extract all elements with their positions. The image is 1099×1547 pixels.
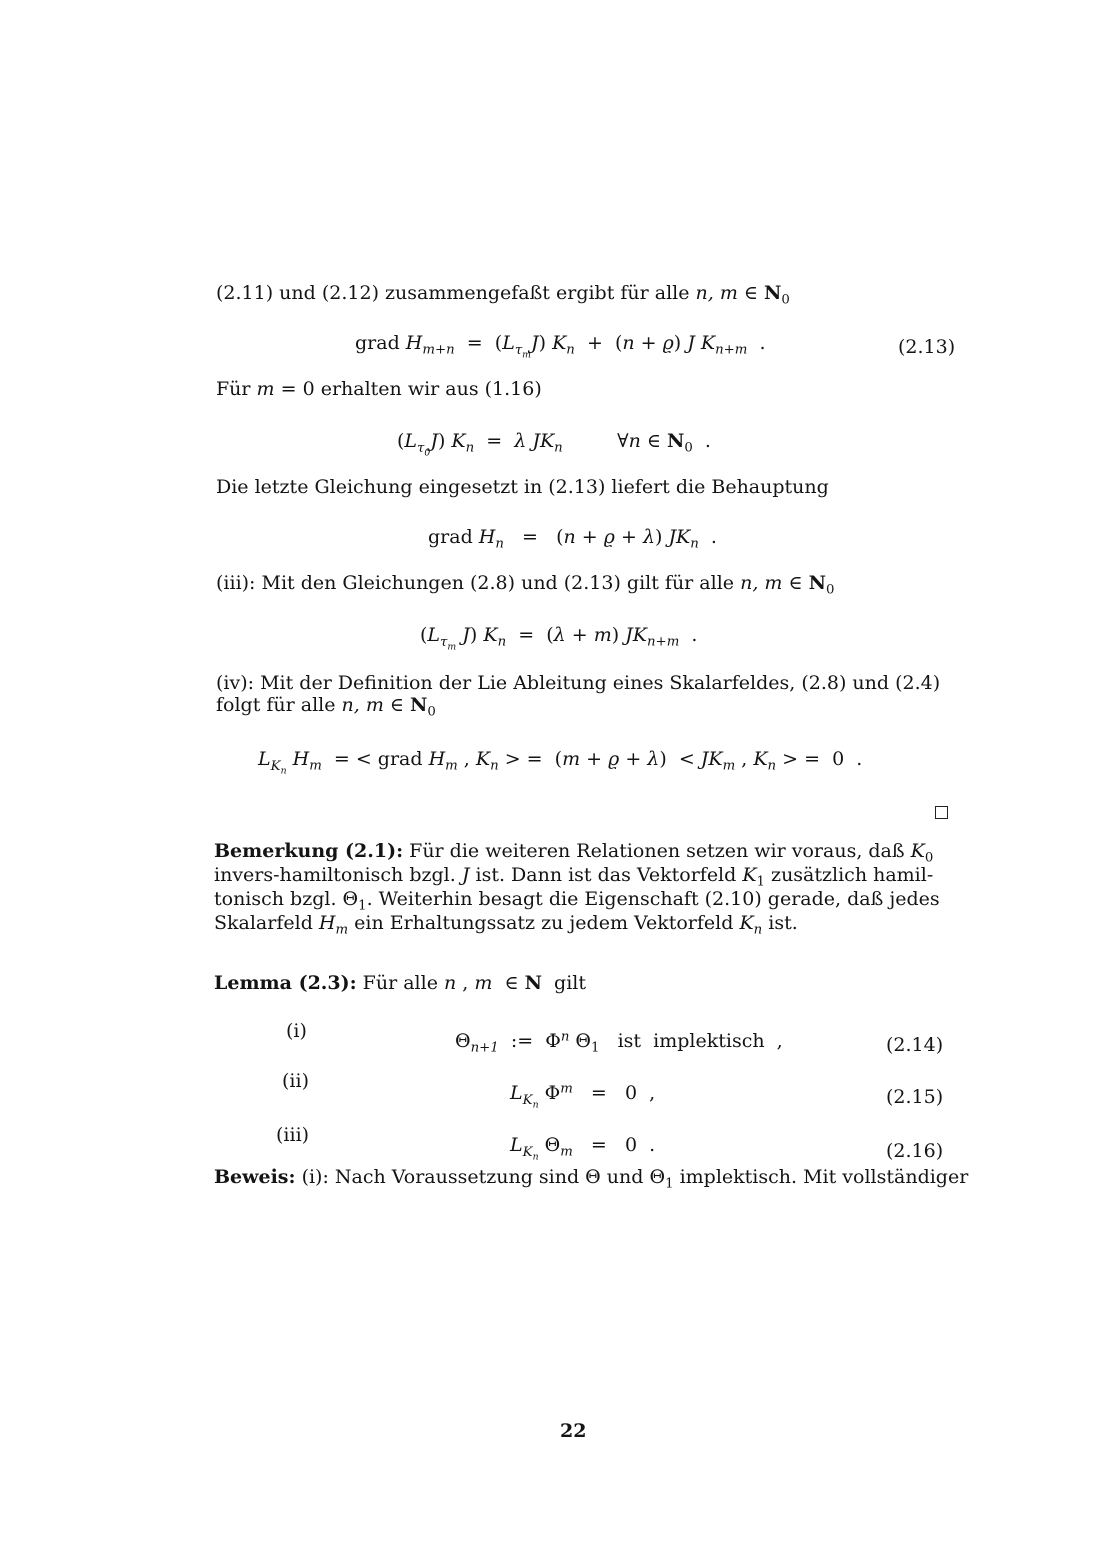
text-line-5a: (iv): Mit der Definition der Lie Ableitung eines Skalarfeldes, (2.8) und (2.4) <box>216 672 941 694</box>
remark-line-2: invers-hamiltonisch bzgl. J ist. Dann ist das Vektorfeld $K_1$ zusätzlich hamil- <box>214 864 934 890</box>
equation-number-2-16: (2.16) <box>886 1140 944 1162</box>
text-line-3: Die letzte Gleichung eingesetzt in (2.13) liefert die Behauptung <box>216 476 829 498</box>
lemma-item-ii: (ii) <box>282 1070 309 1092</box>
equation-number-2-15: (2.15) <box>886 1086 944 1108</box>
page-number: 22 <box>560 1420 587 1442</box>
text-line-5b: folgt für alle n, m ∈ $N_0$ <box>216 694 436 720</box>
remark-line-3: tonisch bzgl. $\Theta_1$. Weiterhin besagt die Eigenschaft (2.10) gerade, daß jedes <box>214 888 940 914</box>
text-line-1: (2.11) und (2.12) zusammengefaßt ergibt für alle n, m ∈ $N_0$ <box>216 282 790 308</box>
equation-2-16: $L_{K_n}$ $\Theta_m = 0$ . <box>510 1134 656 1162</box>
equation-2-13: grad $H_{m+n} = (L_{\tau_m}J) K_n + (n + ϱ)$ J $K_{n+m}$ . <box>355 332 766 360</box>
equation-lie-derivative-hm: $L_{K_n}$ $H_m$ = < grad $H_m$ , $K_n$ > = $(m + ϱ + \lambda) < JK_m$ , $K_n$ > = 0 . <box>258 748 863 776</box>
equation-number-2-14: (2.14) <box>886 1034 944 1056</box>
qed-square-icon <box>935 806 948 819</box>
lemma-heading: Lemma (2.3): Für alle n , m ∈ N gilt <box>214 972 586 994</box>
proof-line: Beweis: (i): Nach Voraussetzung sind Θ und $\Theta_1$ implektisch. Mit vollständiger <box>214 1166 969 1192</box>
text-line-2: Für m = 0 erhalten wir aus (1.16) <box>216 378 542 400</box>
remark-line-1: Bemerkung (2.1): Für die weiteren Relationen setzen wir voraus, daß $K_0$ <box>214 840 934 866</box>
equation-number-2-13: (2.13) <box>898 336 956 358</box>
equation-lie-taum: ($L_{\tau_m}$ J) $K_n = (\lambda + m)$ $JK_{n+m}$ . <box>420 624 698 652</box>
remark-line-4: Skalarfeld $H_m$ ein Erhaltungssatz zu jedem Vektorfeld $K_n$ ist. <box>214 912 798 938</box>
lemma-item-i: (i) <box>286 1020 307 1042</box>
equation-lie-tau0: $(L_{\tau_0}J) K_n = \lambda$ $JK_n$ ∀n ∈ $N_0$ . <box>397 430 711 458</box>
text-line-4: (iii): Mit den Gleichungen (2.8) und (2.13) gilt für alle n, m ∈ $N_0$ <box>216 572 835 598</box>
lemma-item-iii: (iii) <box>276 1124 310 1146</box>
equation-grad-hn: grad $H_n = (n + ϱ + \lambda)$ $JK_n$ . <box>428 526 717 552</box>
equation-2-14: $\Theta_{n+1}$ := $\Phi^n$ $\Theta_1$ ist implektisch , <box>455 1029 783 1056</box>
equation-2-15: $L_{K_n}$ $\Phi^m = 0$ , <box>510 1081 656 1110</box>
